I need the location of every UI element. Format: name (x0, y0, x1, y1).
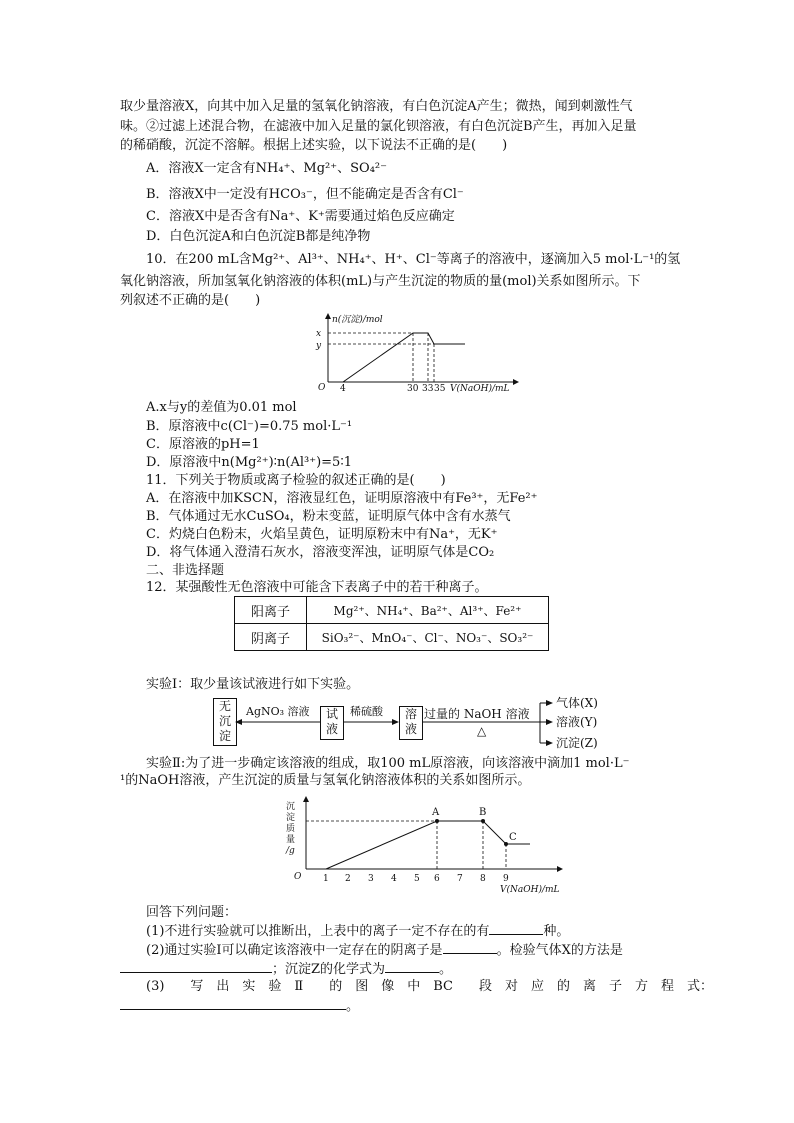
q11-stem: 11．下列关于物质或离子检验的叙述正确的是( ) (146, 473, 446, 488)
flow-box3-char-2: 液 (404, 722, 417, 736)
section-2-heading: 二、非选择题 (146, 563, 225, 578)
sub1-tail: 种。 (543, 924, 570, 939)
flow-box3-char-1: 溶 (404, 707, 417, 721)
chart2-label-c: C (509, 832, 517, 843)
answer-prompt: 回答下列问题： (146, 905, 238, 920)
intro-line-1: 取少量溶液X，向其中加入足量的氢氧化钠溶液，有白色沉淀A产生；微热，闻到刺激性气 (120, 99, 633, 114)
chart1-series-line (343, 333, 465, 382)
flow-label-h2so4: 稀硫酸 (350, 705, 383, 718)
flow-label-naoh: 过量的 NaOH 溶液 (424, 707, 530, 721)
flow-output-gas-x: 气体(X) (556, 696, 598, 710)
q11-option-a: A．在溶液中加KSCN，溶液显红色，证明原溶液中有Fe³⁺，无Fe²⁺ (146, 491, 538, 506)
chart1-xtick-35: 35 (434, 384, 446, 394)
chart2-label-a: A (432, 807, 440, 818)
sub2-text-b: 。检验气体X的方法是 (496, 943, 623, 958)
sub-question-2-cont (120, 960, 452, 979)
answer-blank-1[interactable] (489, 922, 543, 935)
q10-option-a: A.x与y的差值为0.01 mol (146, 400, 297, 415)
chart1-xtick-30: 30 (407, 384, 419, 394)
chart2-xtick-7: 7 (457, 874, 463, 884)
answer-blank-2[interactable] (443, 941, 497, 954)
chart2-ylabel-2: 淀 (286, 813, 296, 823)
chart2-label-b: B (479, 807, 487, 818)
chart2-xtick-6: 6 (434, 874, 440, 884)
sub2-text-a: (2)通过实验Ⅰ可以确定该溶液中一定存在的阴离子是 (146, 943, 443, 958)
table-row (235, 624, 549, 651)
answer-blank-4[interactable] (385, 960, 439, 973)
ion-table (234, 596, 549, 651)
chart2-xtick-1: 1 (323, 874, 329, 884)
intro-line-2: 味。②过滤上述混合物，在滤液中加入足量的氯化钡溶液，有白色沉淀B产生，再加入足量 (120, 119, 637, 134)
exp2-line-2: ¹的NaOH溶液，产生沉淀的质量与氢氧化钠溶液体积的关系如图所示。 (120, 773, 531, 788)
cation-label: 阳离子 (235, 597, 307, 624)
q10-stem-line-3: 列叙述不正确的是( ) (120, 293, 261, 308)
answer-blank-3[interactable] (120, 960, 272, 973)
flow-output-solution-y: 溶液(Y) (556, 715, 598, 729)
chart2-xtick-2: 2 (345, 874, 351, 884)
chart2-origin: O (294, 872, 302, 882)
chart1-ytick-x: x (316, 329, 322, 339)
chart2-xtick-8: 8 (480, 874, 486, 884)
flow-box2-char-1: 试 (325, 707, 338, 721)
chart2-ylabel-4: 量 (286, 835, 296, 845)
sub-question-3: (3) 写 出 实 验 Ⅱ 的 图 像 中 BC 段 对 应 的 离 子 方 程 式： (146, 979, 713, 994)
q9-option-d: D．白色沉淀A和白色沉淀B都是纯净物 (146, 229, 371, 244)
exp1-label: 实验Ⅰ：取少量该试液进行如下实验。 (146, 677, 360, 692)
exp2-line-1: 实验Ⅱ:为了进一步确定该溶液的组成，取100 mL原溶液，向该溶液中滴加1 mol·L⁻ (146, 756, 630, 771)
q9-option-a: A．溶液X一定含有NH₄⁺、Mg²⁺、SO₄²⁻ (146, 161, 387, 176)
chart2-point-b (481, 819, 485, 823)
q11-option-b: B．气体通过无水CuSO₄，粉末变蓝，证明原气体中含有水蒸气 (146, 509, 511, 524)
anion-label: 阴离子 (235, 624, 307, 651)
q10-option-b: B．原溶液中c(Cl⁻)=0.75 mol·L⁻¹ (146, 419, 353, 434)
chart2-ylabel-3: 质 (286, 824, 296, 834)
chart1-xlabel: V(NaOH)/mL (450, 384, 510, 394)
flow-box1-char-3: 淀 (218, 729, 231, 743)
q9-option-b: B．溶液X中一定没有HCO₃⁻，但不能确定是否含有Cl⁻ (146, 187, 464, 202)
flow-box2-char-2: 液 (325, 722, 338, 736)
chart2-point-a (435, 819, 439, 823)
sub-question-3-cont (120, 997, 359, 1016)
q10-option-d: D．原溶液中n(Mg²⁺)∶n(Al³⁺)=5∶1 (146, 455, 352, 470)
q10-stem-line-1: 10．在200 mL含Mg²⁺、Al³⁺、NH₄⁺、H⁺、Cl⁻等离子的溶液中，逐滴加入5 mol·L⁻¹的氢 (146, 252, 681, 267)
chart2-ylabel-1: 沉 (286, 802, 296, 812)
q9-option-c: C．溶液X中是否含有Na⁺、K⁺需要通过焰色反应确定 (146, 209, 455, 224)
flow-box1-char-2: 沉 (218, 714, 231, 728)
q11-option-c: C．灼烧白色粉末，火焰呈黄色，证明原粉末中有Na⁺，无K⁺ (146, 527, 498, 542)
sub-question-2 (146, 941, 623, 960)
chart2-xtick-3: 3 (368, 874, 374, 884)
chart1-ylabel: n(沉淀)/mol (332, 315, 383, 325)
flow-box1-char-1: 无 (218, 699, 231, 713)
q11-option-d: D．将气体通入澄清石灰水，溶液变浑浊，证明原气体是CO₂ (146, 545, 495, 560)
chart2-xtick-5: 5 (414, 874, 420, 884)
chart2-xtick-9: 9 (503, 874, 509, 884)
table-row (235, 597, 549, 624)
chart1-xtick-33: 33 (422, 384, 434, 394)
answer-blank-5[interactable] (120, 997, 346, 1010)
chart2-ylabel-5: /g (286, 846, 295, 856)
sub2-text-c: ；沉淀Z的化学式为 (272, 962, 386, 977)
chart1-xtick-4: 4 (340, 384, 346, 394)
sub3-tail: 。 (346, 999, 360, 1014)
q10-option-c: C．原溶液的pH=1 (146, 437, 260, 452)
anion-list: SiO₃²⁻、MnO₄⁻、Cl⁻、NO₃⁻、SO₃²⁻ (307, 624, 549, 651)
chart1-ytick-y: y (316, 341, 322, 351)
sub1-text: (1)不进行实验就可以推断出，上表中的离子一定不存在的有 (146, 924, 490, 939)
chart2-point-c (504, 842, 508, 846)
sub2-text-d: 。 (439, 962, 453, 977)
flow-label-heat: △ (477, 724, 487, 738)
q10-stem-line-2: 氧化钠溶液，所加氢氧化钠溶液的体积(mL)与产生沉淀的物质的量(mol)关系如图所示。下 (120, 274, 641, 289)
chart1-origin: O (318, 383, 326, 393)
sub-question-1 (146, 922, 569, 941)
chart2-series-line (326, 821, 530, 869)
cation-list: Mg²⁺、NH₄⁺、Ba²⁺、Al³⁺、Fe²⁺ (307, 597, 549, 624)
chart-precipitate-moles (310, 310, 530, 395)
q12-stem: 12．某强酸性无色溶液中可能含下表离子中的若干种离子。 (146, 580, 488, 595)
intro-line-3: 的稀硝酸，沉淀不溶解。根据上述实验，以下说法不正确的是( ) (120, 138, 508, 153)
chart-precipitate-mass (280, 793, 570, 895)
chart2-xlabel: V(NaOH)/mL (500, 885, 560, 895)
chart2-xtick-4: 4 (391, 874, 397, 884)
flow-label-agno3: AgNO₃ 溶液 (246, 705, 310, 718)
flow-output-precipitate-z: 沉淀(Z) (556, 736, 598, 750)
